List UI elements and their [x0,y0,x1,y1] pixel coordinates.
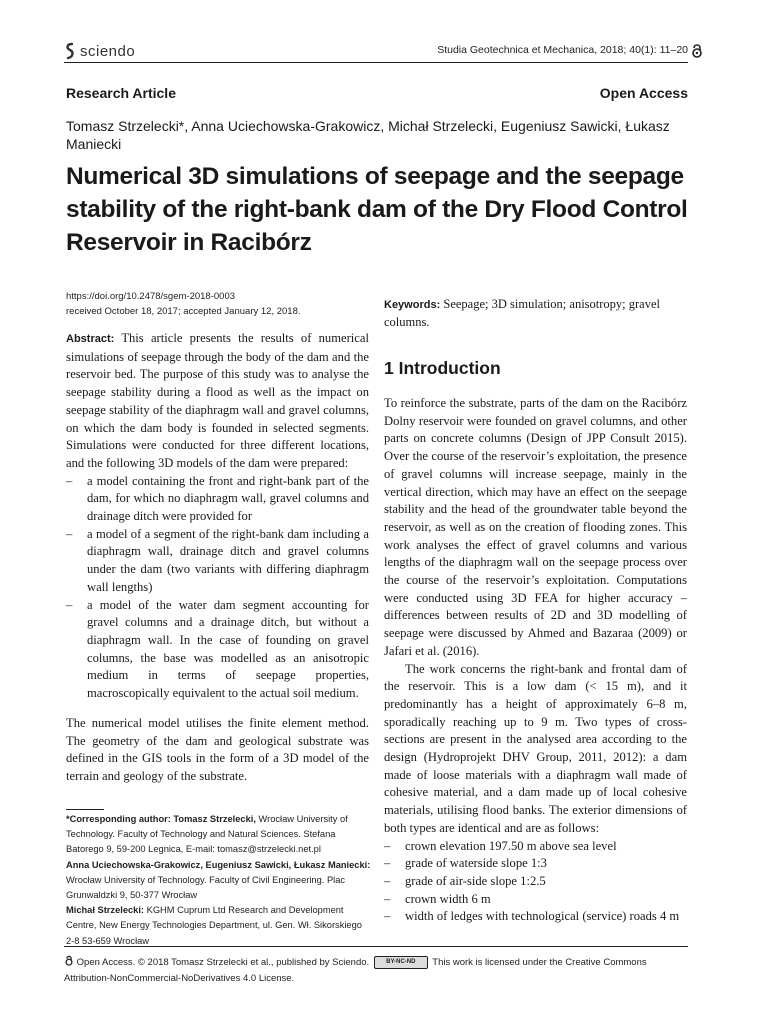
corresponding-author-label: *Corresponding author: Tomasz Strzelecki, [66,814,256,824]
license-text-1: Open Access. © 2018 Tomasz Strzelecki et al., published by Sciendo. [76,957,370,968]
dam-dimension-list [384,838,687,927]
keywords-text: Seepage; 3D simulation; anisotropy; gravel columns. [384,297,660,329]
list-item: – a model of the water dam segment accounting for gravel columns and a drainage ditch, but without a diaphragm wall. In the case of founding on gravel columns, the base was modelled as an anisotropic medium in terms of seepage properties, macroscopically equivalent to the actual soil medium. [66,597,369,703]
article-type: Research Article [66,85,176,101]
list-item: – crown elevation 197.50 m above sea level [384,838,687,856]
list-item: – crown width 6 m [384,891,687,909]
list-item: – grade of waterside slope 1:3 [384,855,687,873]
list-item: – width of ledges with technological (service) roads 4 m [384,908,687,926]
logo-text: sciendo [80,42,136,60]
author-footnote [66,812,371,949]
header-rule [64,62,688,63]
section-heading-introduction: 1 Introduction [384,358,501,378]
sciendo-logo [64,41,135,61]
list-item: – a model containing the front and right-bank part of the dam, for which no diaphragm wall, gravel columns and drainage ditch were provided for [66,473,369,526]
cc-license-badge[interactable]: BY-NC-ND [374,956,428,969]
coauthor-label: Michał Strzelecki: [66,905,145,916]
coauthors-label: Anna Uciechowska-Grakowicz, Eugeniusz Sawicki, Łukasz Maniecki: [66,859,371,870]
abstract-intro: This article presents the results of numerical simulations of seepage through the body of the dam and the reservoir bed. The purpose of this study was to analyse the seepage stability during a flood as well as the impact on seepage stability of the diaphragm wall and gravel columns, on which the dam body is founded in selected segments. Simulations were conducted for three different locations, and the following 3D models of the dam were prepared: [66,331,369,470]
coauthor-affiliation: KGHM Cuprum Ltd Research and Development Centre, New Energy Technologies Department, ul. Gen. Wł. Sikorskiego 2-8 53-659 Wrocław [66,905,362,946]
footer-rule [64,946,688,947]
keywords [384,296,684,331]
open-access-icon [690,42,704,58]
corresponding-author-affiliation: Wrocław University of Technology. Faculty of Technology and Natural Sciences. Stefana Batorego 9, 59-200 Legnica, E-mail: tomasz@strzelecki.net.pl [66,814,348,855]
list-item: – grade of air-side slope 1:2.5 [384,873,687,891]
doi-block [66,289,301,319]
introduction-body [384,395,687,926]
list-item: – a model of a segment of the right-bank dam including a diaphragm wall, drainage ditch and gravel columns under the dam (two variants with differing diaphragm wall lengths) [66,526,369,597]
intro-paragraph: To reinforce the substrate, parts of the dam on the Racibórz Dolny reservoir were founded on gravel columns, and other parts on concrete columns (Design of JPP Consult 2015). Over the course of the reservoir’s exploitation, the presence of gravel columns will increase seepage, mainly in the vertical direction, which may have an effect on the seepage stability and the head of the groundwater table beyond the reservoir, as well as on the creation of flooding zones. This work analyses the effect of gravel columns and various lengths of the diaphragm wall on the seepage process over the course of the reservoir’s exploitation. Computations were conducted using 3D FEA for higher accuracy – differences between results of 2D and 3D modelling of seepage were discussed by Ahmed and Bazaraa (2009) or Jafari et al. (2016). [384,396,687,658]
license-text-2: This work is licensed under the Creative Commons Attribution-NonCommercial-NoDerivatives 4.0 License. [64,957,647,984]
open-access-label: Open Access [599,85,688,101]
journal-citation: Studia Geotechnica et Mechanica, 2018; 40(1): 11–20 [437,44,688,56]
received-dates: received October 18, 2017; accepted January 12, 2018. [66,306,301,317]
intro-paragraph: The work concerns the right-bank and frontal dam of the reservoir. This is a low dam (< 15 m), and it predominantly has a height of approximately 6–8 m, sporadically reaching up to 9 m. Two types of cross-sections are present in the analysed area according to the design (Hydroprojekt DHV Group, 2011, 2012): a dam made of loose materials with a diaphragm wall made of cohesive material, and a dam made up of local cohesive materials, utilising flood banks. The exterior dimensions of both types are identical and are as follows: [384,661,687,835]
keywords-label: Keywords: [384,299,441,311]
coauthors-affiliation: Wrocław University of Technology. Faculty of Civil Engineering. Plac Grunwaldzki 9, 50-377 Wrocław [66,874,346,901]
footnote-rule [66,809,104,810]
abstract-label: Abstract: [66,333,115,345]
open-access-icon [64,954,74,966]
sciendo-logo-icon [64,42,76,60]
abstract-model-list [66,473,369,703]
article-title: Numerical 3D simulations of seepage and the seepage stability of the right-bank dam of the Dry Flood Control Reservoir in Racibórz [66,163,688,256]
author-list: Tomasz Strzelecki*, Anna Uciechowska-Grakowicz, Michał Strzelecki, Eugeniusz Sawicki, Łukasz Maniecki [66,118,670,152]
abstract [66,330,369,703]
license-notice [64,954,690,986]
doi-link[interactable]: https://doi.org/10.2478/sgem-2018-0003 [66,291,236,302]
abstract-closing: The numerical model utilises the finite element method. The geometry of the dam and geological substrate was defined in the GIS tools in the form of a 3D model of the terrain and geology of the substrate. [66,716,369,784]
